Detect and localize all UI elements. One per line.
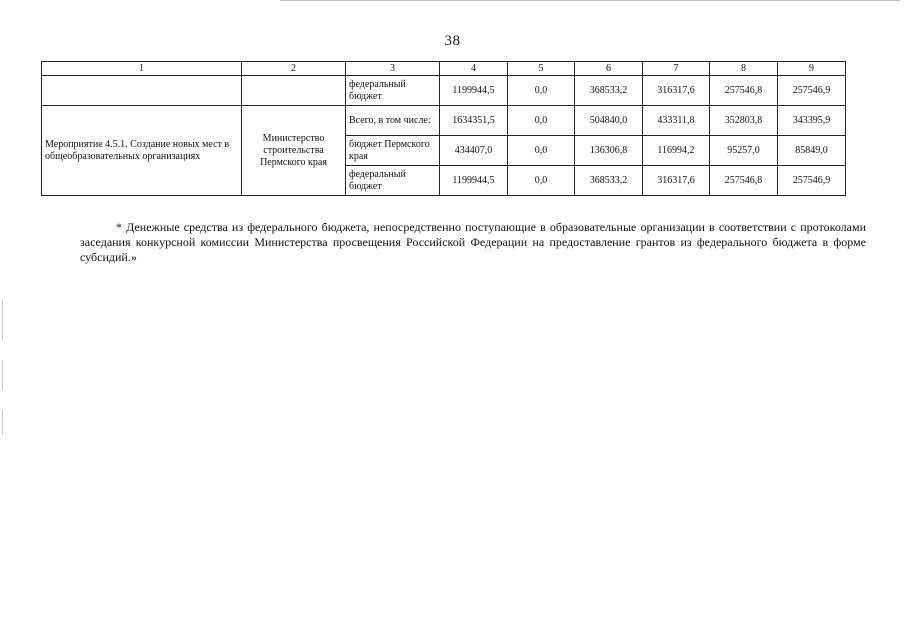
scan-left-edge: [2, 410, 3, 435]
column-header: 4: [440, 62, 508, 76]
value-cell: 316317,6: [643, 76, 710, 106]
page-number: 38: [444, 33, 461, 49]
executor-name: Министерство строительства Пермского края: [242, 106, 346, 196]
value-cell: 433311,8: [643, 106, 710, 136]
funding-source: федеральный бюджет: [346, 76, 440, 106]
column-header: 6: [575, 62, 643, 76]
column-header: 9: [778, 62, 846, 76]
value-cell: 504840,0: [575, 106, 643, 136]
funding-source: Всего, в том числе:: [346, 106, 440, 136]
value-cell: 352803,8: [710, 106, 778, 136]
value-cell: 257546,8: [710, 166, 778, 196]
column-header: 3: [346, 62, 440, 76]
scan-top-line: [280, 0, 900, 1]
event-name: Мероприятие 4.5.1. Создание новых мест в общеобразовательных организациях: [42, 106, 242, 196]
value-cell: 316317,6: [643, 166, 710, 196]
funding-source: бюджет Пермского края: [346, 136, 440, 166]
value-cell: 0,0: [508, 106, 575, 136]
event-cell-empty: [42, 76, 242, 106]
value-cell: 368533,2: [575, 166, 643, 196]
value-cell: 434407,0: [440, 136, 508, 166]
value-cell: 343395,9: [778, 106, 846, 136]
column-header: 1: [42, 62, 242, 76]
column-header: 5: [508, 62, 575, 76]
table-row: [42, 76, 846, 106]
value-cell: 257546,8: [710, 76, 778, 106]
table-row: [42, 106, 846, 136]
value-cell: 85849,0: [778, 136, 846, 166]
value-cell: 0,0: [508, 136, 575, 166]
executor-cell-empty: [242, 76, 346, 106]
scan-left-edge: [2, 360, 3, 390]
value-cell: 1199944,5: [440, 76, 508, 106]
scan-left-edge: [2, 300, 3, 340]
funding-table: [41, 61, 846, 196]
value-cell: 1199944,5: [440, 166, 508, 196]
value-cell: 116994,2: [643, 136, 710, 166]
footnote: * Денежные средства из федерального бюджета, непосредственно поступающие в образовательные организации в соответствии с протоколами заседания конкурсной комиссии Министерства просвещения Российской Федерации на предоставление грантов из федерального бюджета в форме субсидий.»: [80, 220, 866, 264]
value-cell: 0,0: [508, 166, 575, 196]
value-cell: 1634351,5: [440, 106, 508, 136]
value-cell: 257546,9: [778, 76, 846, 106]
column-header: 7: [643, 62, 710, 76]
value-cell: 368533,2: [575, 76, 643, 106]
funding-source: федеральный бюджет: [346, 166, 440, 196]
value-cell: 257546,9: [778, 166, 846, 196]
value-cell: 0,0: [508, 76, 575, 106]
value-cell: 136306,8: [575, 136, 643, 166]
column-header: 2: [242, 62, 346, 76]
value-cell: 95257,0: [710, 136, 778, 166]
table-header-row: [42, 62, 846, 76]
column-header: 8: [710, 62, 778, 76]
